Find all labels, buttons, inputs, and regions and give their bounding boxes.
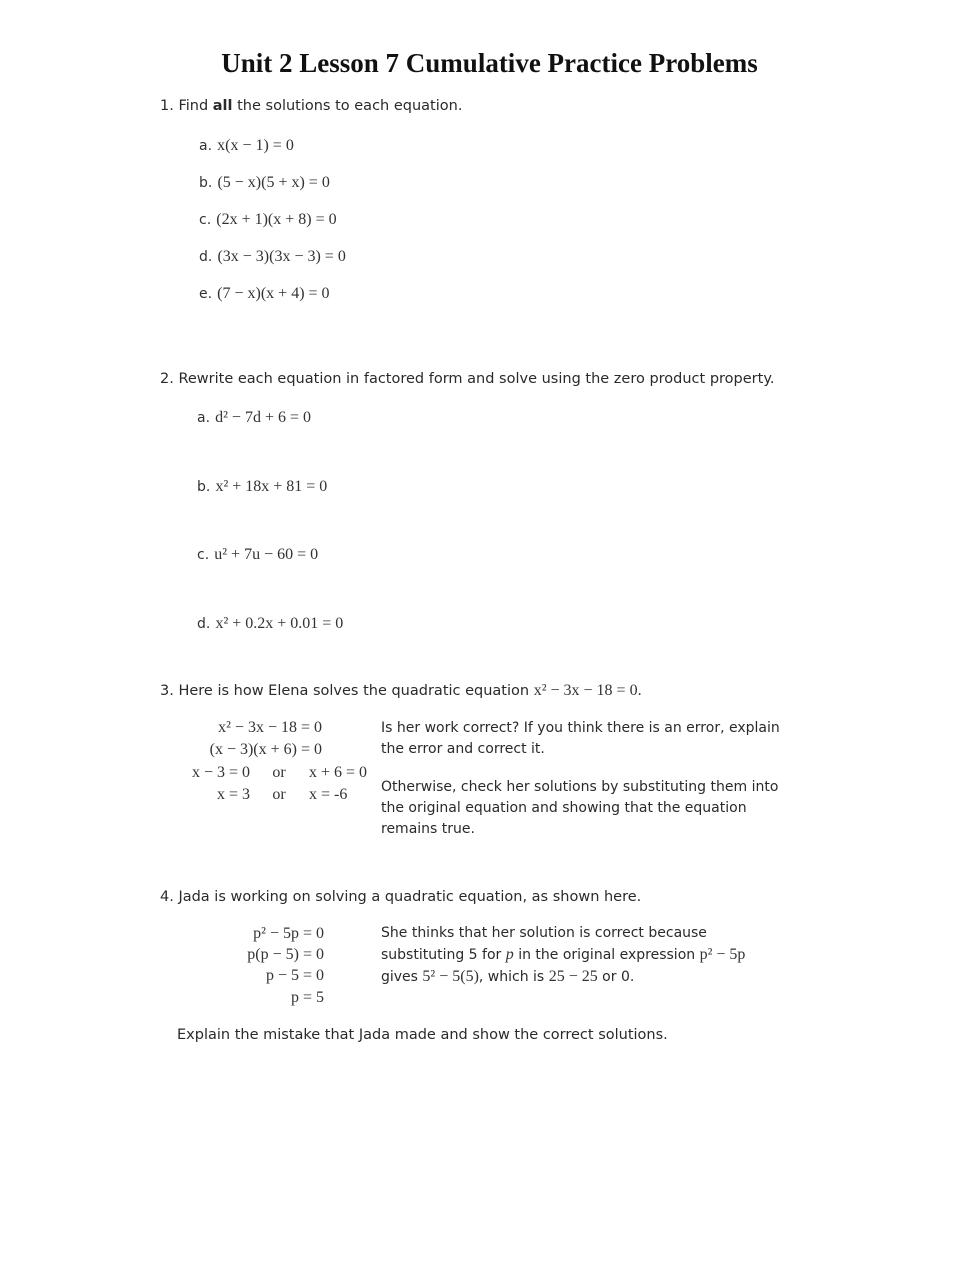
question-4-footer: Explain the mistake that Jada made and show the correct solutions. [177,1027,668,1043]
equation: x² + 18x + 81 = 0 [215,478,328,495]
question-1b [199,172,330,192]
text-segment: or 0. [597,969,635,985]
question-3-prompt [160,682,642,700]
elena-work-line-4-left: x = 3 [216,786,250,803]
item-label: d. [199,249,213,265]
elena-work-line-4-right: x = -6 [309,786,348,803]
question-3-instruction-2: Otherwise, check her solutions by substituting them into the original equation and showing that the equation remains true. [381,779,779,837]
question-4-text-line-1: She thinks that her solution is correct because [381,925,707,941]
item-label: b. [197,479,211,495]
question-2-prompt: 2. Rewrite each equation in factored form and solve using the zero product property. [160,371,775,387]
page-title: Unit 2 Lesson 7 Cumulative Practice Problems [221,48,758,78]
jada-work-line-2: p(p − 5) = 0 [247,946,324,963]
elena-work-line-2: (x − 3)(x + 6) = 0 [209,741,322,758]
jada-work-line-4: p = 5 [290,989,324,1006]
item-label: d. [197,616,211,632]
question-1a [199,135,294,155]
question-4-text-line-3 [381,966,634,988]
item-label: c. [199,212,212,228]
question-1c [199,209,337,229]
text-segment: in the original expression [513,947,700,963]
elena-work-line-4-or: or [272,786,286,803]
question-4-prompt: 4. Jada is working on solving a quadratic equation, as shown here. [160,889,642,905]
item-label: b. [199,175,213,191]
item-label: e. [199,286,213,302]
elena-work-line-3-or: or [272,764,286,781]
equation: (7 − x)(x + 4) = 0 [217,285,330,302]
question-4-text-line-2 [381,944,745,966]
question-3-equation: x² − 3x − 18 = 0. [533,682,642,699]
text-segment: gives [381,969,423,985]
jada-work-line-3: p − 5 = 0 [265,967,324,984]
elena-work-line-3-right: x + 6 = 0 [309,764,368,781]
question-1-prompt-end: the solutions to each equation. [232,98,463,114]
item-label: c. [197,547,210,563]
equation: (3x − 3)(3x − 3) = 0 [217,248,346,265]
item-label: a. [197,410,211,426]
variable: p [505,946,514,963]
expression: p² − 5p [699,946,746,963]
elena-work-line-1: x² − 3x − 18 = 0 [218,719,322,736]
equation: (2x + 1)(x + 8) = 0 [216,211,337,228]
question-3-prompt-text: 3. Here is how Elena solves the quadratic equation [160,683,530,699]
question-1d [199,246,346,266]
expression: 25 − 25 [548,968,598,985]
equation: u² + 7u − 60 = 0 [214,546,319,563]
question-2a [197,407,311,427]
question-3-instruction-1: Is her work correct? If you think there is an error, explain the error and correct it. [381,720,780,757]
elena-work-line-3-left: x − 3 = 0 [191,764,250,781]
question-1e [199,283,330,303]
jada-work-line-1: p² − 5p = 0 [253,925,324,942]
item-label: a. [199,138,213,154]
text-segment: , which is [478,969,549,985]
text-segment: substituting 5 for [381,947,506,963]
equation: d² − 7d + 6 = 0 [215,409,311,426]
equation: x² + 0.2x + 0.01 = 0 [215,615,344,632]
question-2c [197,544,318,564]
question-2b [197,476,327,496]
expression: 5² − 5(5) [422,968,479,985]
question-1-prompt-emphasis: all [212,98,233,114]
question-2d [197,613,343,633]
question-1-prompt [160,98,462,114]
equation: (5 − x)(5 + x) = 0 [217,174,330,191]
equation: x(x − 1) = 0 [217,137,294,154]
question-1-prompt-start: 1. Find [160,98,213,114]
